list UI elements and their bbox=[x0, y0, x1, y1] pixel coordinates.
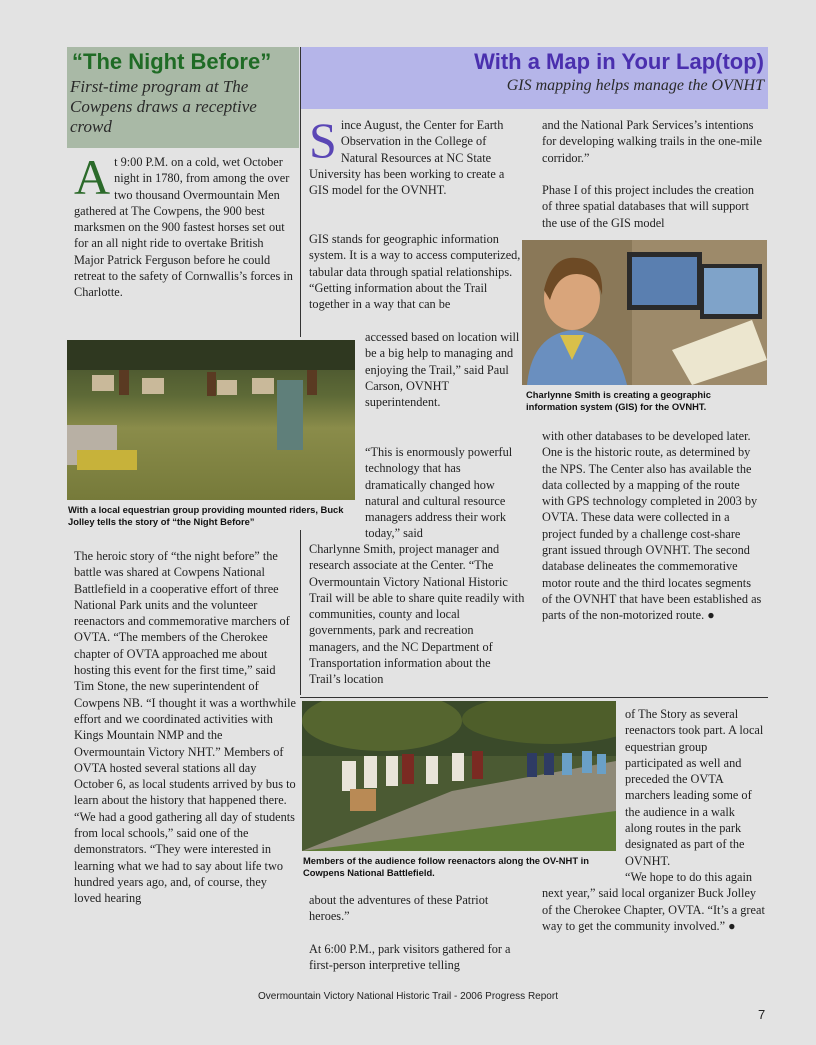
dropcap-a: A bbox=[74, 149, 111, 205]
gis-para-3b: Charlynne Smith, project manager and research associate at the Center. “The Overmountain Victory National Historic Trail will be able to share quite readily with communities, county and local governments, park and recreation managers, and the NC Department of Transportation information about the Trail’s location bbox=[309, 542, 525, 687]
riders-photo bbox=[67, 340, 355, 500]
gis-col3-para-3: with other databases to be developed later. One is the historic route, as determined by the NPS. The Center also has available the data collected by a mapping of the route with GPS technology completed in 2003 by OVTA. These data were collected in a project funded by a challenge cost-share grant issued through OVNHT. The second database delineates the commemorative motor route and the third locates segments of the OVNHT that have been established as parts of the non-motorized route. ● bbox=[542, 429, 762, 623]
night-before-cont-4: “We hope to do this again next year,” said local organizer Buck Jolley of the Cherokee Chapter, OVTA. “It’s a great way to get the community involved.” ● bbox=[542, 870, 765, 933]
gis-para-2a: GIS stands for geographic information system. It is a way to access computerized, tabular data through spatial relationships. “Getting information about the Trail together in a way that can be bbox=[309, 232, 521, 312]
right-header-title: With a Map in Your Lap(top) bbox=[474, 49, 764, 74]
gis-col3-para-2: Phase I of this project includes the creation of three spatial databases that will support the use of the GIS model bbox=[542, 183, 755, 230]
night-before-body: The heroic story of “the night before” the battle was shared at Cowpens National Battlefield in a cooperative effort of three National Park units and the volunteer reenactors and commemorative marchers of OVTA. “The members of the Cherokee chapter of OVTA approached me about hosting this event for the first time,” said Tim Stone, the new superintendent of Cowpens NB. “I thought it was a worthwhile effort and we coordinated activities with Kings Mountain NMP and the Overmountain Victory NHT.” Members of OVTA hosted several stations all day October 6, as local students arrived by bus to learn about the history that happened there. “We had a good gathering all day of students from local schools,” said one of the demonstrators. “They were interested in learning what we had to say about life two hundred years ago, and, of course, they loved hearing bbox=[74, 549, 296, 906]
section-divider bbox=[300, 697, 768, 698]
night-before-cont-3: of The Story as several reenactors took part. A local equestrian group participated as well and preceded the OVTA marchers leading some of the audience in a walk along routes in the park designated as part of the OVNHT. bbox=[625, 707, 764, 868]
right-header-subtitle: GIS mapping helps manage the OVNHT bbox=[506, 77, 764, 94]
right-header bbox=[301, 47, 768, 109]
left-header bbox=[67, 47, 299, 148]
night-before-cont-1: about the adventures of these Patriot heroes.” bbox=[309, 893, 489, 924]
night-before-cont-2: At 6:00 P.M., park visitors gathered for a first-person interpretive telling bbox=[309, 942, 511, 973]
gis-intro bbox=[309, 112, 525, 198]
gis-intro-text: ince August, the Center for Earth Observation in the College of Natural Resources at NC State University has been working to create a GIS model for the OVNHT. bbox=[309, 118, 505, 198]
column-divider bbox=[300, 47, 301, 337]
page-number: 7 bbox=[758, 1007, 766, 1022]
gis-para-3a: “This is enormously powerful technology that has dramatically changed how natural and cultural resource managers address their work today,” said bbox=[365, 445, 513, 541]
night-before-intro-text: t 9:00 P.M. on a cold, wet October night in 1780, from among the over two thousand Overmountain Men gathered at The Cowpens, the 900 best marksmen on the 900 fastest horses set out for an all night ride to overtake British Major Patrick Ferguson before he could retreat to the safety of Cornwallis’s forces in Charlotte. bbox=[74, 155, 293, 300]
gis-col3-para-1: and the National Park Services’s intentions for developing walking trails in the one-mile corridor.” bbox=[542, 118, 762, 165]
column-divider bbox=[300, 530, 301, 695]
night-before-intro bbox=[74, 149, 296, 301]
smith-caption: Charlynne Smith is creating a geographic information system (GIS) for the OVNHT. bbox=[526, 389, 711, 412]
gis-para-2b: accessed based on location will be a big help to managing and enjoying the Trail,” said Paul Carson, OVNHT superintendent. bbox=[365, 330, 520, 410]
left-header-subtitle: First-time program at The Cowpens draws a receptive crowd bbox=[70, 77, 257, 136]
left-header-title: “The Night Before” bbox=[72, 49, 272, 74]
dropcap-s: S bbox=[309, 112, 337, 168]
footer-text: Overmountain Victory National Historic Trail - 2006 Progress Report bbox=[258, 991, 558, 1002]
riders-caption: With a local equestrian group providing mounted riders, Buck Jolley tells the story of “the Night Before” bbox=[68, 504, 344, 527]
walkers-caption: Members of the audience follow reenactors along the OV-NHT in Cowpens National Battlefield. bbox=[303, 855, 589, 878]
smith-photo bbox=[522, 240, 767, 385]
walkers-photo bbox=[302, 701, 616, 851]
